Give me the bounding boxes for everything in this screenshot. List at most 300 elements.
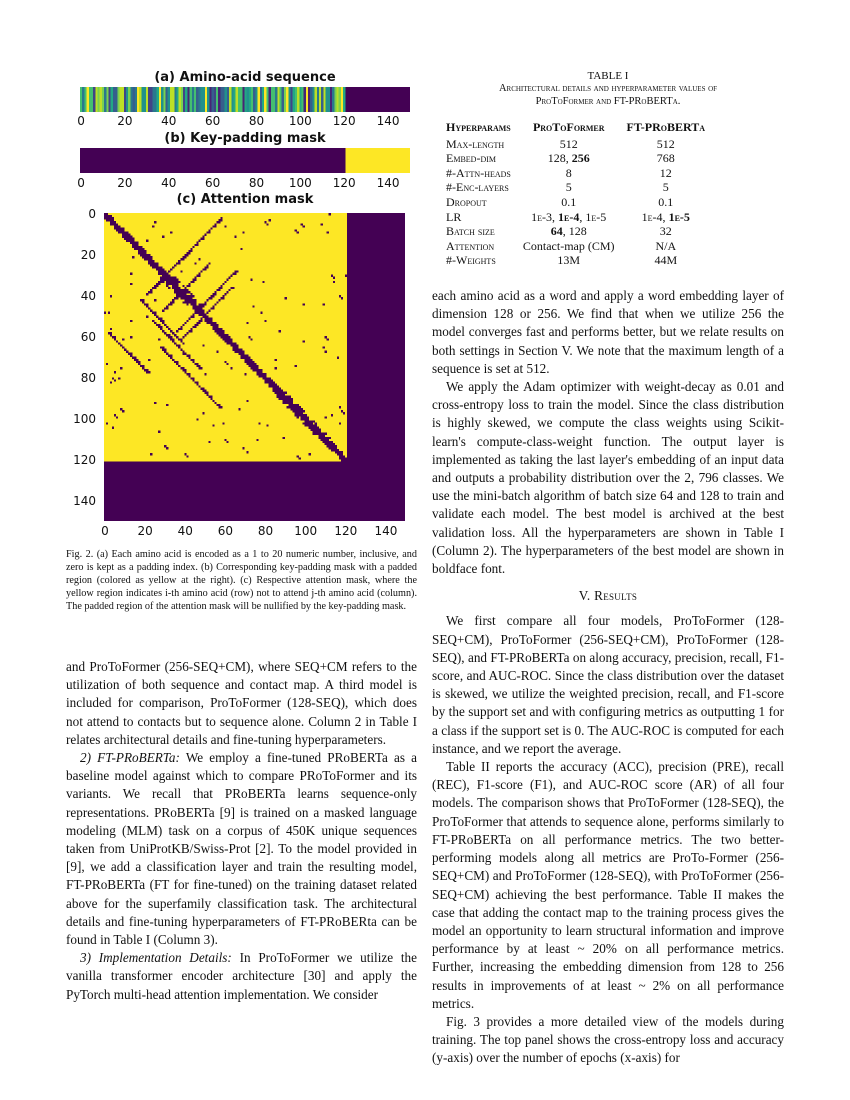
strand-contact [178,344,180,346]
diagonal-contact [178,289,180,291]
diagonal-contact [244,357,246,359]
diagonal-contact [273,388,275,390]
scattered-contact [216,351,218,353]
diagonal-contact [279,390,281,392]
strand-contact [202,236,204,238]
diagonal-contact [192,301,194,303]
diagonal-contact [323,439,325,441]
diagonal-contact [110,223,112,225]
strand-contact [188,318,190,320]
diagonal-contact [311,422,313,424]
diagonal-contact [327,445,329,447]
y-tick-label: 0 [88,207,96,222]
diagonal-contact [230,338,232,340]
scattered-contact [196,418,198,420]
diagonal-contact [190,293,192,295]
strand-contact [166,273,168,275]
scattered-contact [333,281,335,283]
strand-contact [202,388,204,390]
y-tick-label: 80 [80,371,96,386]
diagonal-contact [126,236,128,238]
diagonal-contact [206,322,208,324]
diagonal-contact [158,268,160,270]
diagonal-contact [248,357,250,359]
diagonal-contact [128,238,130,240]
strand-contact [204,268,206,270]
sequence-cell [295,87,297,112]
diagonal-contact [271,385,273,387]
diagonal-contact [295,406,297,408]
diagonal-contact [299,408,301,410]
sequence-cell [330,87,332,112]
figure-caption: Fig. 2. (a) Each amino acid is encoded as a 1 to 20 numeric number, inclusive, and zero is kept as a padding index. (b) Corresponding key-padding mask with a padded region (colored as yellow at the right). (c) Respective attention mask, where the yellow region indicates i-th amino acid (row) not to attend j-th amino acid (column). The padded region of the attention mask will be nullified by the key-padding mask. [66,549,417,612]
strand-contact [184,254,186,256]
diagonal-contact [230,344,232,346]
right-paragraph-3: We first compare all four models, ProToFormer (128-SEQ+CM), ProToFormer (256-SEQ+CM), ProToFormer (128-SEQ), and FT-PRoBERTa on along accuracy, precision, recall, F1-score, and AUC-ROC. Since the class distribution over the dataset is skewed, we utilize the weighted precision, recall, and F1-score by the support set and with configuring metrics as outputting 1 for a class if the support set is 0. The AUC-ROC is computed for each instance, and we report the average. [432,613,784,756]
diagonal-contact [126,240,128,242]
diagonal-contact [182,295,184,297]
diagonal-contact [150,264,152,266]
diagonal-contact [267,379,269,381]
strand-contact [184,369,186,371]
sequence-cell [308,87,310,112]
diagonal-contact [275,392,277,394]
diagonal-contact [257,367,259,369]
diagonal-contact [265,381,267,383]
strand-contact [208,297,210,299]
diagonal-contact [194,303,196,305]
strand-contact [124,349,126,351]
diagonal-contact [317,429,319,431]
strand-contact [122,346,124,348]
strand-contact [218,219,220,221]
diagonal-contact [146,258,148,260]
strand-contact [142,367,144,369]
strand-contact [172,332,174,334]
table-cell: Attention [446,238,495,253]
strand-contact [232,273,234,275]
diagonal-contact [236,344,238,346]
diagonal-contact [154,264,156,266]
sequence-cell [187,87,189,112]
scattered-contact [130,320,132,322]
diagonal-contact [142,248,144,250]
diagonal-contact [335,445,337,447]
diagonal-contact [196,305,198,307]
diagonal-contact [138,250,140,252]
scattered-contact [327,231,329,233]
scattered-contact [257,439,259,441]
sequence-cell [214,87,216,112]
diagonal-contact [122,234,124,236]
strand-contact [220,406,222,408]
strand-contact [162,322,164,324]
diagonal-contact [138,248,140,250]
diagonal-contact [307,422,309,424]
strand-contact [142,299,144,301]
strand-contact [192,379,194,381]
diagonal-contact [317,433,319,435]
strand-contact [202,390,204,392]
key-padding-mask-heatmap [80,148,410,173]
strand-contact [192,279,194,281]
table-cell: Embed-dim [446,151,496,166]
diagonal-contact [156,262,158,264]
strand-contact [212,225,214,227]
diagonal-contact [244,355,246,357]
cluster-contact [309,453,311,455]
diagonal-contact [184,295,186,297]
sequence-cell [159,87,161,112]
diagonal-contact [333,445,335,447]
diagonal-contact [214,324,216,326]
diagonal-contact [142,256,144,258]
diagonal-contact [106,213,108,215]
strand-contact [188,357,190,359]
strand-contact [190,377,192,379]
diagonal-contact [299,406,301,408]
diagonal-contact [124,236,126,238]
diagonal-contact [190,295,192,297]
diagonal-contact [124,231,126,233]
diagonal-contact [250,361,252,363]
x-tick-label: 120 [332,114,356,128]
strand-contact [164,324,166,326]
sequence-cell [286,87,288,112]
diagonal-contact [339,457,341,459]
diagonal-contact [281,392,283,394]
sequence-cell [181,87,183,112]
table-header-cell: FT-PRoBERTa [626,120,706,134]
diagonal-contact [263,375,265,377]
diagonal-contact [234,351,236,353]
diagonal-contact [257,371,259,373]
diagonal-contact [281,398,283,400]
scattered-contact [204,373,206,375]
strand-contact [164,275,166,277]
strand-contact [170,336,172,338]
x-tick-label: 120 [332,176,356,190]
diagonal-contact [130,240,132,242]
strand-contact [152,287,154,289]
diagonal-contact [307,420,309,422]
diagonal-contact [319,433,321,435]
diagonal-contact [303,418,305,420]
strand-contact [192,377,194,379]
diagonal-contact [277,392,279,394]
diagonal-contact [194,301,196,303]
diagonal-contact [200,314,202,316]
diagonal-contact [180,297,182,299]
diagonal-contact [255,367,257,369]
diagonal-contact [271,381,273,383]
diagonal-contact [126,234,128,236]
strand-contact [176,344,178,346]
cluster-contact [118,225,120,227]
sequence-cell [190,87,192,112]
strand-contact [168,336,170,338]
diagonal-contact [154,262,156,264]
diagonal-contact [279,392,281,394]
diagonal-contact [118,229,120,231]
sequence-cell [326,87,328,112]
scattered-contact [323,303,325,305]
diagonal-contact [301,418,303,420]
sequence-cell [100,87,102,112]
table-row [440,195,711,210]
diagonal-contact [182,301,184,303]
strand-contact [190,281,192,283]
diagonal-contact [190,297,192,299]
diagonal-contact [261,369,263,371]
diagonal-contact [194,307,196,309]
strand-contact [182,367,184,369]
strand-contact [220,297,222,299]
diagonal-contact [257,373,259,375]
strand-contact [200,270,202,272]
sequence-cell [82,87,84,112]
x-tick-label: 120 [334,524,358,538]
diagonal-contact [345,459,347,461]
diagonal-contact [178,291,180,293]
strand-contact [176,363,178,365]
diagonal-contact [269,383,271,385]
strand-contact [160,320,162,322]
sequence-cell [290,87,292,112]
strand-contact [176,295,178,297]
diagonal-contact [210,322,212,324]
diagonal-contact [184,297,186,299]
scattered-contact [263,281,265,283]
diagonal-contact [166,283,168,285]
diagonal-contact [246,363,248,365]
diagonal-contact [174,289,176,291]
cluster-contact [333,277,335,279]
scattered-contact [212,424,214,426]
strand-contact [172,338,174,340]
diagonal-contact [307,416,309,418]
table-cell: Batch size [446,224,495,239]
diagonal-contact [299,410,301,412]
strand-contact [174,264,176,266]
diagonal-contact [291,400,293,402]
diagonal-contact [339,453,341,455]
diagonal-contact [198,303,200,305]
diagonal-contact [287,398,289,400]
strand-contact [196,242,198,244]
diagonal-contact [315,427,317,429]
table-cell: 12 [659,165,672,180]
strand-contact [176,361,178,363]
diagonal-contact [162,268,164,270]
diagonal-contact [180,289,182,291]
strand-contact [216,404,218,406]
scattered-contact [323,346,325,348]
diagonal-contact [158,273,160,275]
strand-contact [194,244,196,246]
diagonal-contact [240,349,242,351]
diagonal-contact [208,322,210,324]
cluster-contact [116,227,118,229]
scattered-contact [158,431,160,433]
strand-contact [126,351,128,353]
diagonal-contact [252,363,254,365]
scattered-contact [154,299,156,301]
diagonal-contact [331,447,333,449]
cluster-contact [343,412,345,414]
sequence-cell [231,87,233,112]
strand-contact [198,307,200,309]
diagonal-contact [174,287,176,289]
cluster-contact [114,225,116,227]
strand-contact [162,330,164,332]
diagonal-contact [269,377,271,379]
strand-contact [192,359,194,361]
strand-contact [156,285,158,287]
cluster-contact [269,219,271,221]
diagonal-contact [158,266,160,268]
strand-contact [138,363,140,365]
scattered-contact [244,373,246,375]
strand-contact [178,293,180,295]
strand-contact [146,303,148,305]
strand-contact [192,316,194,318]
scattered-contact [238,408,240,410]
strand-contact [182,369,184,371]
diagonal-contact [202,312,204,314]
diagonal-contact [204,320,206,322]
diagonal-contact [180,295,182,297]
diagonal-contact [305,416,307,418]
diagonal-contact [206,318,208,320]
strand-contact [198,385,200,387]
x-tick-label: 80 [248,114,265,128]
sequence-cell [155,87,157,112]
diagonal-contact [309,424,311,426]
diagonal-contact [214,322,216,324]
strand-contact [196,310,198,312]
diagonal-contact [134,246,136,248]
scattered-contact [246,400,248,402]
diagonal-contact [309,427,311,429]
diagonal-contact [325,443,327,445]
strand-contact [200,318,202,320]
strand-contact [204,303,206,305]
diagonal-contact [186,291,188,293]
diagonal-contact [337,453,339,455]
diagonal-contact [160,273,162,275]
diagonal-contact [297,410,299,412]
diagonal-contact [279,396,281,398]
diagonal-contact [228,338,230,340]
diagonal-contact [329,445,331,447]
sequence-cell [198,87,200,112]
diagonal-contact [220,334,222,336]
diagonal-contact [232,342,234,344]
diagonal-contact [279,388,281,390]
diagonal-contact [120,229,122,231]
diagonal-contact [110,217,112,219]
sequence-cell [242,87,244,112]
strand-contact [136,359,138,361]
cluster-contact [184,453,186,455]
diagonal-contact [285,402,287,404]
diagonal-contact [228,340,230,342]
diagonal-contact [174,277,176,279]
scattered-contact [114,371,116,373]
diagonal-contact [172,279,174,281]
sequence-cell [89,87,91,112]
left-paragraph-2: 2) FT-PRoBERTa: We employ a fine-tuned PRoBERTa as a baseline model against which to compare PRoToFormer and its variants. We recall that PRoBERTa learns sequence-only representations. PRoBERTa [9] is trained on a masked language modeling (MLM) task on a corpus of 450K unique sequences taken from UniProtKB/Swiss-Prot [2]. To the model provided in [9], we add a classification layer and train the resulting model, FT-PRoBERTa (FT for fine-tuned) on the training dataset related above for the superfamily classification task. The architectural details and fine-tuning hyperparameters of FT-PRoBERta can be found in Table I (Column 3). [66,750,417,948]
diagonal-contact [248,361,250,363]
diagonal-contact [230,340,232,342]
cluster-contact [265,221,267,223]
strand-contact [144,303,146,305]
diagonal-contact [112,221,114,223]
diagonal-contact [164,279,166,281]
diagonal-contact [174,281,176,283]
diagonal-contact [305,414,307,416]
table-cell: 512 [656,136,675,151]
y-tick-label: 100 [73,412,96,427]
scattered-contact [118,377,120,379]
sequence-cell [91,87,93,112]
sequence-cell [183,87,185,112]
diagonal-contact [252,361,254,363]
diagonal-contact [283,398,285,400]
strand-contact [114,338,116,340]
right-column [432,287,784,1068]
sequence-cell [168,87,170,112]
diagonal-contact [252,367,254,369]
diagonal-contact [261,373,263,375]
strand-contact [140,299,142,301]
strand-contact [168,303,170,305]
diagonal-contact [301,410,303,412]
diagonal-contact [206,320,208,322]
diagonal-contact [291,398,293,400]
diagonal-contact [297,404,299,406]
panel-a-x-axis [77,114,410,130]
diagonal-contact [226,342,228,344]
strand-contact [184,353,186,355]
diagonal-contact [104,213,106,215]
diagonal-contact [138,252,140,254]
diagonal-contact [200,310,202,312]
strand-contact [132,357,134,359]
sequence-cell [236,87,238,112]
left-column [66,658,417,1004]
x-tick-label: 0 [77,176,85,190]
sequence-cell [130,87,132,112]
cluster-contact [226,441,228,443]
diagonal-contact [329,443,331,445]
scattered-contact [148,359,150,361]
diagonal-contact [293,410,295,412]
diagonal-contact [341,451,343,453]
strand-contact [186,285,188,287]
sequence-cell [135,87,137,112]
cluster-contact [341,297,343,299]
scattered-contact [132,256,134,258]
diagonal-contact [226,336,228,338]
diagonal-contact [301,414,303,416]
diagonal-contact [285,398,287,400]
diagonal-contact [257,369,259,371]
diagonal-contact [271,383,273,385]
diagonal-contact [315,431,317,433]
diagonal-contact [285,400,287,402]
